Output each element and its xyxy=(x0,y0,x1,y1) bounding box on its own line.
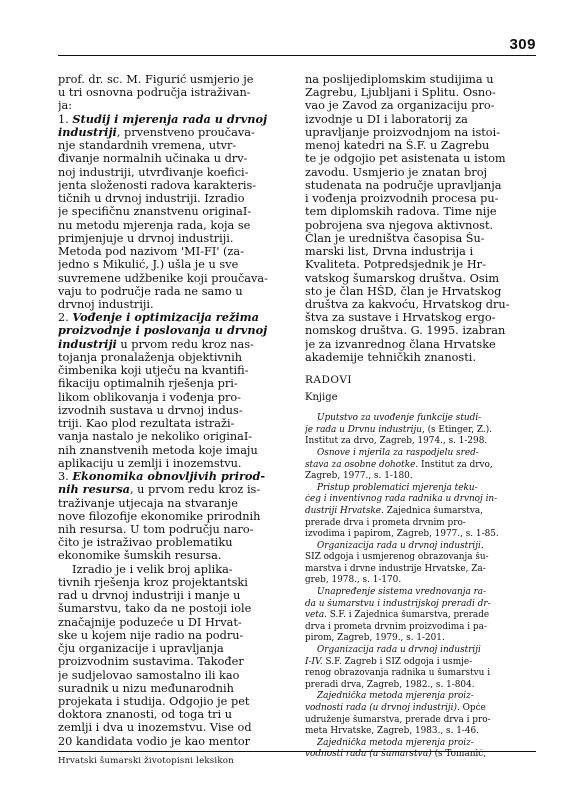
bibliography-line: drva i prometa drvnim proizvodima i pa- xyxy=(305,621,487,632)
bibliography-line: Osnove i mjerila za raspodjelu sred- xyxy=(317,447,479,458)
bibliography-line: vodnosti rada (u drvnoj industriji). Opće xyxy=(305,703,486,713)
bibliography-entry xyxy=(305,738,537,761)
body-text-line: suvremene udžbenike koji proučava- xyxy=(58,271,268,285)
body-text-line: đivanje normalnih učinaka u drv- xyxy=(58,152,248,166)
body-text-line: likom oblikovanja i vođenja pro- xyxy=(58,390,241,404)
body-text-line: nih resursa. U tom području naro- xyxy=(58,522,254,536)
bibliography-line: Zagreb, 1977., s. 1-180. xyxy=(305,471,413,482)
body-text-line: je za izvanrednog člana Hrvatske xyxy=(305,337,496,351)
body-text-line: industriji u prvom redu kroz nas- xyxy=(58,337,254,351)
body-text-line: 3. Ekonomika obnovljivih prirod- xyxy=(58,470,266,484)
body-text-line: čito je istraživao problematiku xyxy=(58,536,233,550)
body-text-line: izvodnje u DI i laboratorij za xyxy=(305,112,468,126)
body-text-line: ske u kojem nije radio na podru- xyxy=(58,628,244,642)
body-text-line: tivnih rješenja kroz projektantski xyxy=(58,575,248,589)
body-text-line: nomskog društva. G. 1995. izabran xyxy=(305,324,506,338)
body-text-line: suradnik u nizu međunarodnih xyxy=(58,681,234,695)
body-text-line: vaju to područje rada ne samo u xyxy=(58,284,243,298)
section-title: RADOVI xyxy=(305,374,353,387)
body-text-line: proizvodnim sustavima. Također xyxy=(58,655,244,669)
bibliography-line: izvodima i papirom, Zagreb, 1977., s. 1-85. xyxy=(305,529,499,540)
body-text-line: nu metodu mjerenja rada, koja se xyxy=(58,218,251,232)
bibliography-line: Pristup problematici mjerenja teku- xyxy=(317,482,478,493)
bibliography-line: ćeg i inventivnog rada radnika u drvnoj in- xyxy=(305,494,498,505)
body-text-line: jenta složenosti radova karakteris- xyxy=(58,178,257,192)
body-text-line: je specifičnu znanstvenu originaI- xyxy=(58,205,252,219)
body-text-line: zemlji i dva u inozemstvu. Vise od xyxy=(58,721,252,735)
bibliography-line: vodnosti rada (u šumarstvu) (s Tomanić, xyxy=(305,749,487,760)
body-text-line: na poslijediplomskim studijima u xyxy=(305,73,494,86)
body-text-line: te je odgojio pet asistenata u istom xyxy=(305,152,506,166)
body-text-line: tojanja pronalaženja objektivnih xyxy=(58,350,242,364)
bibliography-line: Institut za drvo, Zagreb, 1974., s. 1-298. xyxy=(305,436,488,447)
body-text-line: tičnih u drvnoj industriji. Izradio xyxy=(58,192,245,206)
bibliography-entry xyxy=(305,541,537,587)
bibliography-entry xyxy=(305,645,537,691)
body-text-line: jedno s Mikulić, J.) ušla je u sve xyxy=(58,258,239,272)
body-text-line: značajnije poduzeće u DI Hrvat- xyxy=(58,615,242,629)
bibliography-entry xyxy=(305,483,537,541)
body-text-line: aplikaciju u zemlji i inozemstvu. xyxy=(58,456,242,470)
body-text-line: akademije tehničkih znanosti. xyxy=(305,350,476,364)
body-text-line: upravljanje proizvodnjom na istoi- xyxy=(305,125,501,139)
bibliography-line: renog obrazovanja radnika u šumarstvu i xyxy=(305,668,491,679)
body-text-line: sto je član HŠD, član je Hrvatskog xyxy=(305,284,502,298)
body-text-line: Kvaliteta. Potpredsjednik je Hr- xyxy=(305,258,486,272)
bibliography-entry xyxy=(305,413,537,448)
bibliography-line: Organizacija rada u drvnoj industriji. xyxy=(317,540,484,551)
body-text-line: štva za sustave i Hrvatskog ergo- xyxy=(305,311,496,325)
body-text-line: ja: xyxy=(58,99,73,113)
body-text-line: triji. Kao plod rezultata istraži- xyxy=(58,417,235,431)
bibliography-line: da u šumarstvu i industrijskoj preradi dr- xyxy=(305,598,491,609)
bibliography-line: Zajednička metoda mjerenja proiz- xyxy=(317,737,474,748)
running-footer: Hrvatski šumarski životopisni leksikon xyxy=(58,756,234,766)
bibliography-line: veta. Š.F. i Zajednica šumarstva, prerade xyxy=(305,610,490,621)
bibliography-line: stava za osobne dohotke. Institut za drvo, xyxy=(305,459,493,470)
body-text-line: šumarstvu, tako da ne postoji iole xyxy=(58,602,252,616)
body-text-line: nih znanstvenih metoda koje imaju xyxy=(58,443,258,457)
body-text-line: je sudjelovao samostalno ili kao xyxy=(58,668,240,682)
body-text-line: Zagrebu, Ljubljani i Splitu. Osno- xyxy=(305,86,496,100)
body-text-line: ekonomike šumskih resursa. xyxy=(58,549,222,563)
bibliography-line: pirom, Zagreb, 1979., s. 1-201. xyxy=(305,633,445,644)
bibliography-line: prerade drva i prometa drvnim pro- xyxy=(305,517,466,528)
body-text-line: u tri osnovna područja istraživan- xyxy=(58,86,251,100)
bibliography-line: greb, 1978., s. 1-170. xyxy=(305,575,402,586)
left-column xyxy=(58,73,286,748)
bibliography-line: udruženje šumarstva, prerade drva i pro- xyxy=(305,714,491,725)
bibliography-line: Zajednička metoda mjerenja proiz- xyxy=(317,691,474,702)
header-rule xyxy=(58,55,536,56)
right-column-body xyxy=(305,73,537,364)
bibliography-entry xyxy=(305,448,537,483)
body-text-line: Izradio je i velik broj aplika- xyxy=(72,562,233,576)
body-text-line: traživanje utjecaja na stvaranje xyxy=(58,496,238,510)
right-column xyxy=(305,73,537,761)
body-text-line: 1. Studij i mjerenja rada u drvnoj xyxy=(58,112,268,126)
body-text-line: fikaciju optimalnih rješenja pri- xyxy=(58,377,238,391)
body-text-line: studenata na područje upravljanja xyxy=(305,178,502,192)
body-text-line: 2. Vođenje i optimizacija režima xyxy=(58,311,259,325)
body-text-line: marski list, Drvna industrija i xyxy=(305,245,474,259)
body-text-line: industriji, prvenstveno proučava- xyxy=(58,125,255,139)
body-text-line: nih resursa, u prvom redu kroz is- xyxy=(58,483,261,497)
body-text-line: proizvodnje i poslovanja u drvnoj xyxy=(58,324,268,338)
bibliography-line: preradi drva, Zagreb, 1982., s. 1-804. xyxy=(305,679,475,690)
bibliography-line: Unapređenje sistema vrednovanja ra- xyxy=(317,587,487,598)
body-text-line: 20 kandidata vodio je kao mentor xyxy=(58,734,251,748)
body-text-line: tem diplomskih radova. Time nije xyxy=(305,205,497,219)
body-text-line: prof. dr. sc. M. Figurić usmjerio je xyxy=(58,73,254,86)
footer-rule xyxy=(58,751,536,752)
body-text-line: vanja nastalo je nekoliko originaI- xyxy=(58,430,253,444)
bibliography-entry xyxy=(305,587,537,645)
bibliography-line: je rada u Drvnu industriju, (s Etinger, Z.). xyxy=(305,424,492,435)
body-text-line: vatskog šumarskog društva. Osim xyxy=(305,271,500,285)
body-text-line: Metoda pod nazivom 'MI-FI' (za- xyxy=(58,245,244,259)
bibliography-line: SIZ odgoja i usmjerenog obrazovanja šu- xyxy=(305,552,489,563)
body-text-line: menoj katedri na Š.F. u Zagrebu xyxy=(305,139,490,153)
body-text-line: zavodu. Usmjerio je znatan broj xyxy=(305,165,488,179)
bibliography-list xyxy=(305,413,537,761)
body-text-line: nove filozofije ekonomike prirodnih xyxy=(58,509,261,523)
body-text-line: nje standardnih vremena, utvr- xyxy=(58,139,237,153)
body-text-line: vao je Zavod za organizaciju pro- xyxy=(305,99,495,113)
bibliography-line: meta Hrvatske, Zagreb, 1983., s. 1-46. xyxy=(305,726,479,737)
body-text-line: Član je uredništva časopisa Šu- xyxy=(305,231,485,245)
page-number: 309 xyxy=(509,36,536,53)
bibliography-line: I-IV. Š.F. Zagreb i SIZ odgoja i usmje- xyxy=(305,656,473,667)
body-text-line: projekata i studija. Odgojio je pet xyxy=(58,695,250,709)
body-text-line: primjenjuje u drvnoj industriji. xyxy=(58,231,234,245)
bibliography-line: Uputstvo za uvođenje funkcije studi- xyxy=(317,413,482,424)
bibliography-line: marstva i drvne industrije Hrvatske, Za- xyxy=(305,563,486,574)
bibliography-line: dustriji Hrvatske. Zajednica šumarstva, xyxy=(305,505,483,516)
body-text-line: doktora znanosti, od toga tri u xyxy=(58,708,233,722)
body-text-line: i vođenja proizvodnih procesa pu- xyxy=(305,192,499,206)
bibliography-line: Organizacija rada u drvnoj industriji xyxy=(317,645,481,656)
body-text-line: čimbenika koji utječu na kvantifi- xyxy=(58,364,249,378)
bibliography-entry xyxy=(305,691,537,737)
subsection-title: Knjige xyxy=(305,392,338,404)
body-text-line: izvodnih sustava u drvnoj indus- xyxy=(58,403,243,417)
body-text-line: drvnoj industriji. xyxy=(58,297,154,311)
body-text-line: rad u drvnoj industriji i manje u xyxy=(58,589,241,603)
body-text-line: društva za kakvoću, Hrvatskog dru- xyxy=(305,297,510,311)
body-text-line: noj industriji, utvrđivanje koefici- xyxy=(58,165,249,179)
body-text-line: čju organizacije i upravljanja xyxy=(58,642,224,656)
body-text-line: pobrojena sva njegova aktivnost. xyxy=(305,218,494,232)
